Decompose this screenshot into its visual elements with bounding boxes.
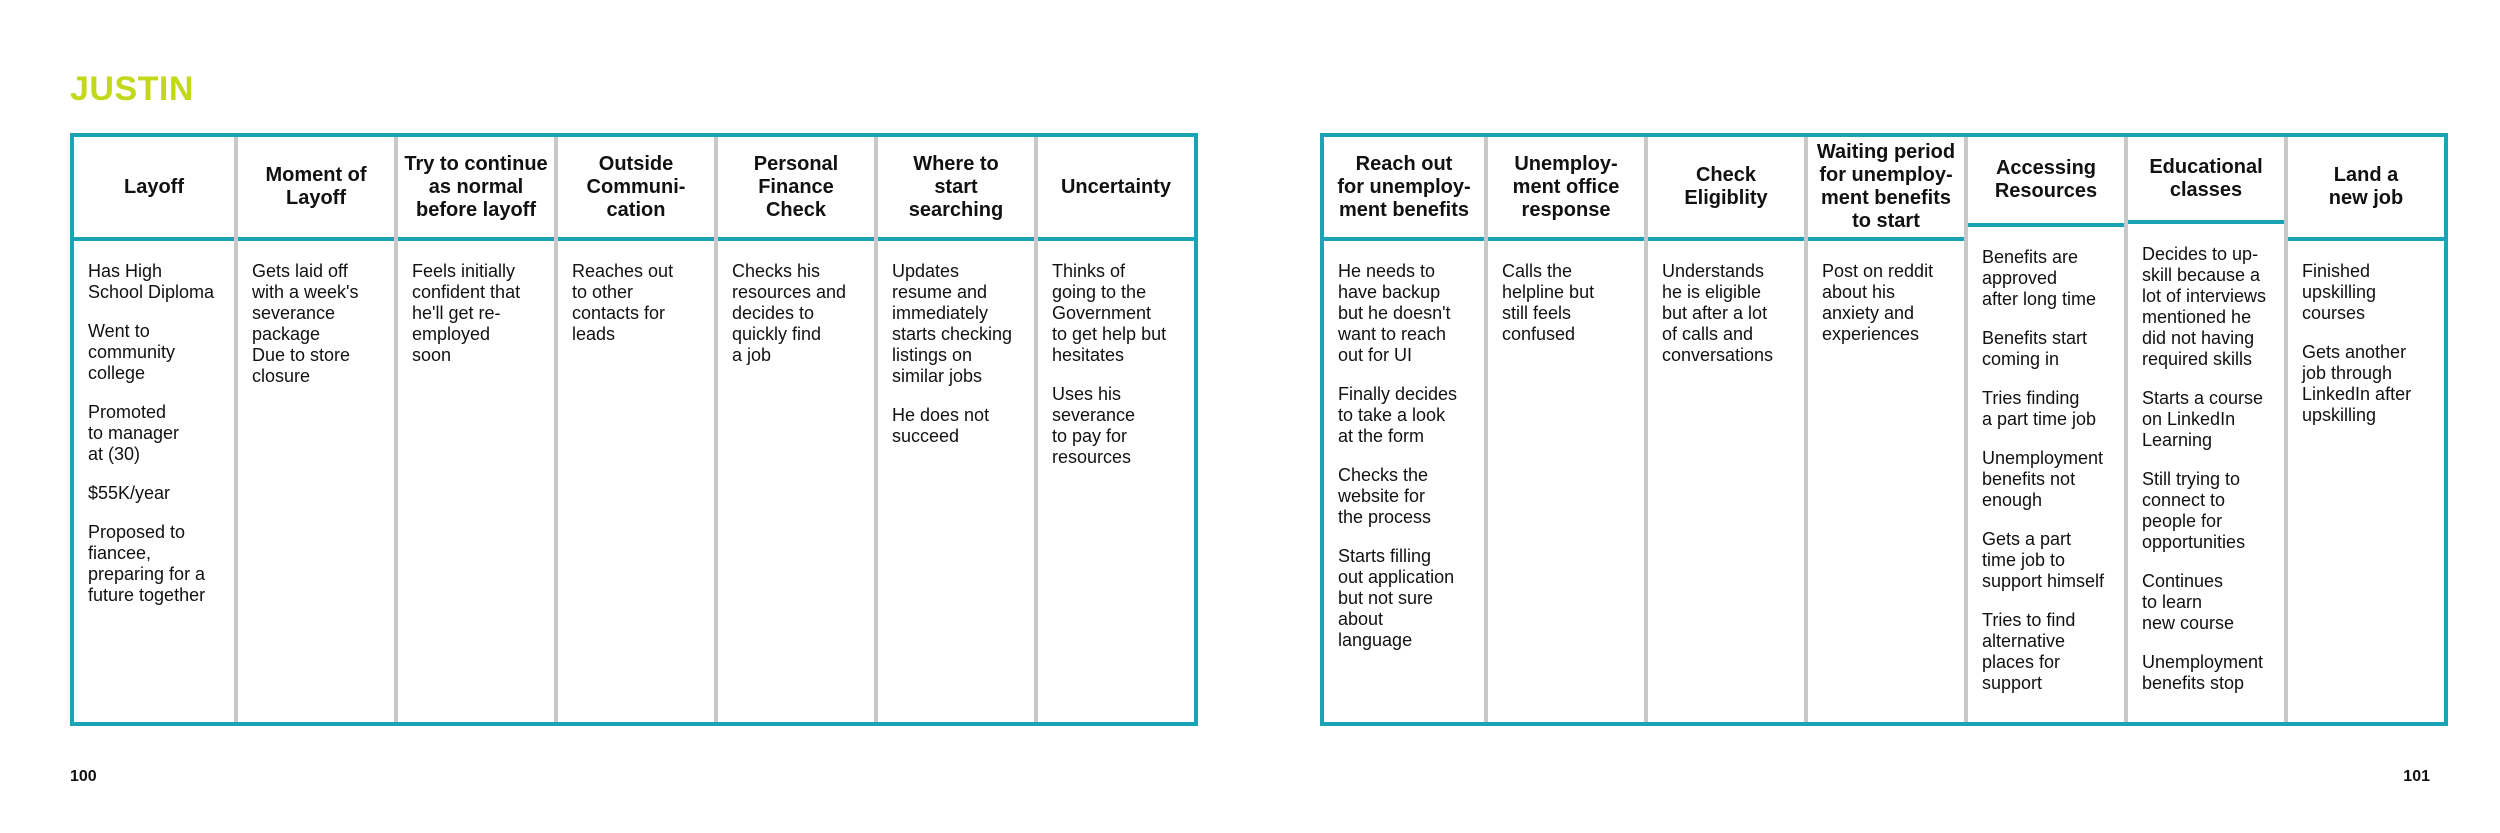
stage-body	[1808, 241, 1964, 722]
stage-body	[878, 241, 1034, 722]
stage-header-label: Check Eligiblity	[1684, 164, 1768, 209]
stage-body	[74, 241, 234, 722]
stage-note: Thinks of going to the Government to get help but hesitates	[1052, 261, 1167, 365]
stage-column	[394, 137, 554, 722]
stage-note: Promoted to manager at (30)	[88, 402, 180, 464]
stage-column	[1034, 137, 1194, 722]
page-number-left: 100	[70, 768, 97, 785]
stage-header-label: Reach out for unemploy- ment benefits	[1337, 152, 1471, 221]
stage-note: Post on reddit about his anxiety and experiences	[1822, 261, 1934, 344]
stage-column	[1644, 137, 1804, 722]
stage-header	[398, 137, 554, 241]
stage-body	[1324, 241, 1484, 722]
stage-header	[1808, 137, 1964, 241]
stage-column	[74, 137, 234, 722]
stage-header-label: Where to start searching	[908, 152, 1004, 221]
stage-note: Still trying to connect to people for opportunities	[2142, 469, 2246, 552]
journey-table-right	[1320, 133, 2448, 726]
stage-note: Updates resume and immediately starts checking listings on similar jobs	[892, 261, 1013, 386]
stage-body	[1488, 241, 1644, 722]
stage-note: Proposed to fiancee, preparing for a future together	[88, 522, 206, 605]
journey-table-left	[70, 133, 1198, 726]
stage-header	[2288, 137, 2444, 241]
stage-header	[1488, 137, 1644, 241]
stage-column	[1484, 137, 1644, 722]
stage-note: Continues to learn new course	[2142, 571, 2235, 633]
stage-column	[2124, 137, 2284, 722]
stage-body	[1968, 227, 2124, 722]
stage-body	[718, 241, 874, 722]
stage-note: Finally decides to take a look at the form	[1338, 384, 1458, 446]
stage-header-label: Waiting period for unemploy- ment benefits to start	[1816, 141, 1956, 232]
stage-note: Benefits start coming in	[1982, 328, 2088, 369]
stage-note: Gets another job through LinkedIn after upskilling	[2302, 342, 2412, 425]
stage-note: Starts a course on LinkedIn Learning	[2142, 388, 2264, 450]
stage-note: Tries finding a part time job	[1982, 388, 2097, 429]
stage-header-label: Unemploy- ment office response	[1512, 152, 1620, 221]
stage-header-label: Layoff	[124, 175, 184, 198]
stage-note: Went to community college	[88, 321, 176, 383]
stage-note: Checks his resources and decides to quickly find a job	[732, 261, 847, 365]
stage-note: Feels initially confident that he'll get re- employed soon	[412, 261, 521, 365]
stage-body	[558, 241, 714, 722]
stage-header-label: Outside Communi- cation	[586, 152, 686, 221]
stage-header-label: Try to continue as normal before layoff	[404, 152, 548, 221]
stage-note: Unemployment benefits stop	[2142, 652, 2264, 693]
stage-note: Uses his severance to pay for resources	[1052, 384, 1136, 467]
stage-note: He needs to have backup but he doesn't want to reach out for UI	[1338, 261, 1451, 365]
stage-header	[1648, 137, 1804, 241]
stage-body	[1038, 241, 1194, 722]
stage-note: Gets a part time job to support himself	[1982, 529, 2105, 591]
stage-header	[2128, 137, 2284, 224]
stage-note: Benefits are approved after long time	[1982, 247, 2097, 309]
stage-body	[238, 241, 394, 722]
stage-header	[1968, 137, 2124, 227]
stage-note: Understands he is eligible but after a lot of calls and conversations	[1662, 261, 1774, 365]
stage-note: Starts filling out application but not sure about language	[1338, 546, 1455, 650]
page-number-right: 101	[2403, 768, 2430, 785]
stage-column	[874, 137, 1034, 722]
stage-note: Checks the website for the process	[1338, 465, 1432, 527]
stage-note: $55K/year	[88, 483, 171, 503]
stage-header	[74, 137, 234, 241]
stage-body	[2128, 224, 2284, 722]
stage-note: Gets laid off with a week's severance package Due to store closure	[252, 261, 359, 386]
stage-column	[2284, 137, 2444, 722]
stage-note: Tries to find alternative places for support	[1982, 610, 2076, 693]
stage-header	[1324, 137, 1484, 241]
stage-body	[1648, 241, 1804, 722]
stage-body	[398, 241, 554, 722]
persona-title: JUSTIN	[70, 70, 194, 108]
stage-header-label: Personal Finance Check	[753, 152, 839, 221]
stage-note: Unemployment benefits not enough	[1982, 448, 2104, 510]
stage-body	[2288, 241, 2444, 722]
stage-note: Has High School Diploma	[88, 261, 215, 302]
stage-column	[1964, 137, 2124, 722]
stage-header	[558, 137, 714, 241]
stage-note: Decides to up- skill because a lot of interviews mentioned he did not having required skills	[2142, 244, 2267, 369]
stage-header-label: Accessing Resources	[1994, 157, 2098, 202]
stage-note: He does not succeed	[892, 405, 990, 446]
stage-header	[878, 137, 1034, 241]
stage-header-label: Moment of Layoff	[265, 164, 367, 209]
stage-header	[238, 137, 394, 241]
stage-column	[714, 137, 874, 722]
stage-header-label: Land a new job	[2328, 164, 2404, 209]
stage-note: Reaches out to other contacts for leads	[572, 261, 674, 344]
stage-note: Calls the helpline but still feels confused	[1502, 261, 1595, 344]
stage-column	[554, 137, 714, 722]
stage-header-label: Uncertainty	[1060, 175, 1172, 198]
stage-header	[1038, 137, 1194, 241]
stage-header	[718, 137, 874, 241]
stage-column	[234, 137, 394, 722]
stage-column	[1804, 137, 1964, 722]
stage-header-label: Educational classes	[2149, 155, 2263, 201]
stage-column	[1324, 137, 1484, 722]
stage-note: Finished upskilling courses	[2302, 261, 2377, 323]
